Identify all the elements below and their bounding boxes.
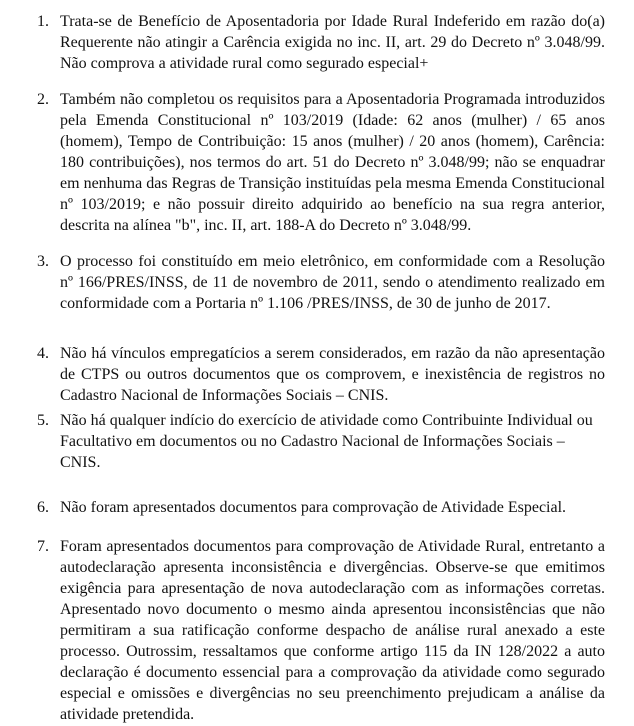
list-item xyxy=(37,343,607,406)
item-number: 4. xyxy=(37,345,49,362)
list-item xyxy=(37,410,607,473)
item-text: Foram apresentados documentos para comprovação de Atividade Rural, entretanto a autodeclaração apresenta inconsistência e divergências. Observe-se que emitimos exigência para apresentação de nova autodeclaração com as informações corretas. Apresentado novo documento o mesmo ainda apresentou inconsistências que não permitiram a sua ratificação conforme despacho de análise rural anexado a este processo. Outrossim, ressaltamos que conforme artigo 115 da IN 128/2022 a auto declaração é documento essencial para a comprovação da atividade como segurado especial e omissões e divergências no seu preenchimento prejudicam a análise da atividade pretendida. xyxy=(60,538,605,723)
item-text: Também não completou os requisitos para a Aposentadoria Programada introduzidos pela Emenda Constitucional nº 103/2019 (Idade: 62 anos (mulher) / 65 anos (homem), Tempo de Contribuição: 15 anos (mulher) / 20 anos (homem), Carência: 180 contribuições), nos termos do art. 51 do Decreto nº 3.048/99; não se enquadrar em nenhuma das Regras de Transição instituídas pela mesma Emenda Constitucional nº 103/2019; e não possuir direito adquirido ao benefício na sua regra anterior, descrita na alínea "b", inc. II, art. 188-A do Decreto nº 3.048/99. xyxy=(60,91,605,234)
item-text: Trata-se de Benefício de Aposentadoria por Idade Rural Indeferido em razão do(a) Requerente não atingir a Carência exigida no inc. II, art. 29 do Decreto nº 3.048/99. Não comprova a atividade rural como segurado especial+ xyxy=(60,13,605,72)
item-text: Não foram apresentados documentos para comprovação de Atividade Especial. xyxy=(60,499,567,516)
item-number: 2. xyxy=(37,91,49,108)
list-item xyxy=(37,497,607,518)
list-item xyxy=(37,11,607,74)
item-text: Não há vínculos empregatícios a serem considerados, em razão da não apresentação de CTPS ou outros documentos que os comprovem, e inexistência de registros no Cadastro Nacional de Informações Sociais – CNIS. xyxy=(60,345,605,404)
item-number: 1. xyxy=(37,13,49,30)
item-text: O processo foi constituído em meio eletrônico, em conformidade com a Resolução nº 166/PRES/INSS, de 11 de novembro de 2011, sendo o atendimento realizado em conformidade com a Portaria nº 1.106 /PRES/INSS, de 30 de junho de 2017. xyxy=(60,253,605,312)
item-text: Não há qualquer indício do exercício de atividade como Contribuinte Individual ou Facultativo em documentos ou no Cadastro Nacional de Informações Sociais – CNIS. xyxy=(60,412,593,471)
list-item xyxy=(37,89,607,236)
item-number: 6. xyxy=(37,499,49,516)
item-number: 3. xyxy=(37,253,49,270)
item-number: 5. xyxy=(37,412,49,429)
item-number: 7. xyxy=(37,538,49,555)
list-item xyxy=(37,536,607,725)
list-item xyxy=(37,251,607,314)
